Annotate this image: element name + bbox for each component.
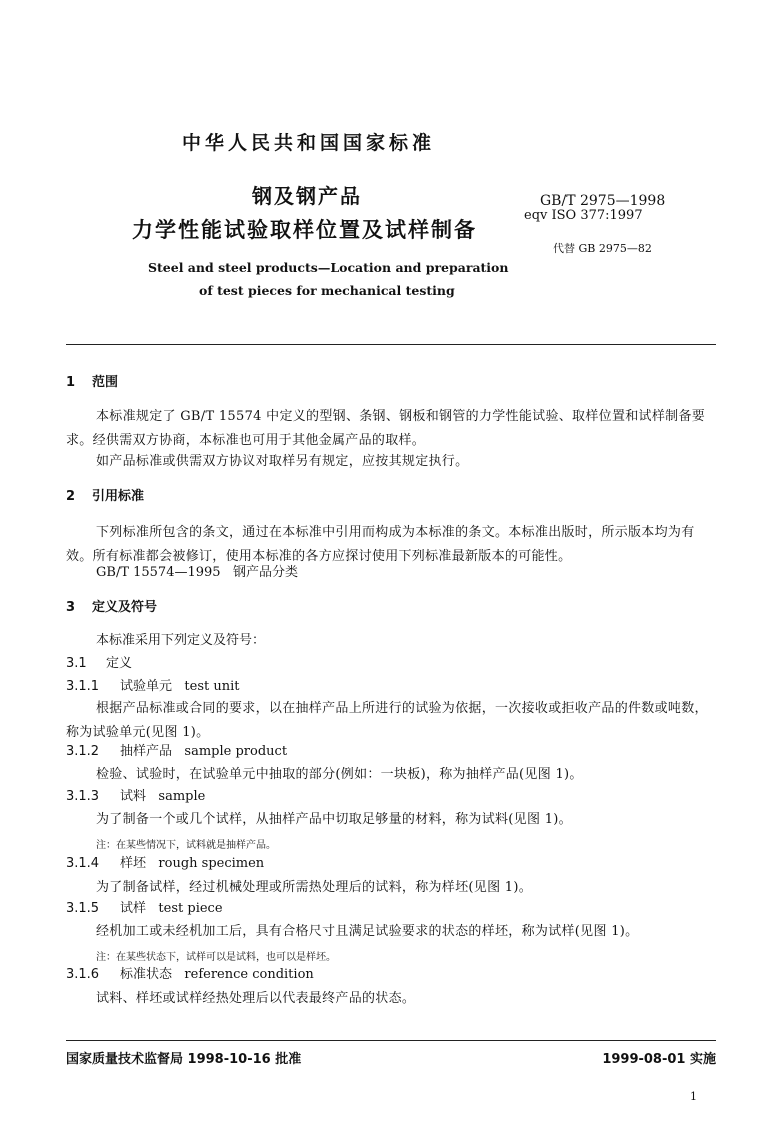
term-cn: 标准状态 [120, 967, 173, 982]
section-number: 1 [66, 375, 76, 390]
top-divider [66, 344, 716, 345]
term-cn: 试样 [120, 901, 147, 916]
definition-number: 3.1.2 [66, 744, 100, 759]
subsection-title: 定义 [106, 656, 133, 671]
approval-line: 国家质量技术监督局 1998-10-16 批准 [66, 1052, 302, 1067]
bottom-divider [66, 1040, 716, 1041]
title-en-line2: of test pieces for mechanical testing [199, 283, 455, 298]
definition-term [66, 741, 287, 763]
section-number: 3 [66, 600, 76, 615]
standard-code: GB/T 2975—1998 [540, 193, 666, 209]
term-cn: 样坯 [120, 856, 147, 871]
title-en-line1: Steel and steel products—Location and preparation [148, 260, 509, 275]
replaces-standard: 代替 GB 2975—82 [553, 242, 652, 255]
section-3-heading [66, 597, 157, 619]
title-cn-line1: 钢及钢产品 [252, 184, 362, 208]
definition-text: 试料、样坯或试样经热处理后以代表最终产品的状态。 [96, 991, 416, 1006]
definition-text: 检验、试验时，在试验单元中抽取的部分(例如：一块板)，称为抽样产品(见图 1)。 [96, 767, 583, 782]
section-1-heading [66, 372, 118, 394]
definition-term [66, 898, 223, 920]
section-title: 引用标准 [92, 489, 145, 504]
reference-code: GB/T 15574—1995 [96, 565, 221, 580]
subsection-3-1-heading [66, 653, 132, 675]
term-en: rough specimen [158, 856, 265, 871]
definition-text: 为了制备一个或几个试样，从抽样产品中切取足够量的材料，称为试料(见图 1)。 [96, 812, 572, 827]
definition-number: 3.1.5 [66, 901, 100, 916]
national-standard-heading: 中华人民共和国国家标准 [182, 132, 436, 154]
definition-term [66, 786, 205, 808]
definition-term [66, 853, 264, 875]
section-title: 定义及符号 [92, 600, 158, 615]
definition-number: 3.1.6 [66, 967, 100, 982]
definition-number: 3.1.1 [66, 679, 100, 694]
subsection-number: 3.1 [66, 656, 87, 671]
title-cn-line2: 力学性能试验取样位置及试样制备 [132, 218, 477, 242]
section-1-paragraph-1: 本标准规定了 GB/T 15574 中定义的型钢、条钢、钢板和钢管的力学性能试验、取样位置和试样制备要求。经供需双方协商，本标准也可用于其他金属产品的取样。 [66, 409, 706, 448]
term-en: reference condition [184, 967, 314, 982]
definition-text: 根据产品标准或合同的要求，以在抽样产品上所进行的试验为依据，一次接收或拒收产品的件数或吨数，称为试验单元(见图 1)。 [66, 701, 708, 740]
definition-note: 注：在某些情况下，试料就是抽样产品。 [96, 840, 276, 851]
definition-term [66, 964, 314, 986]
term-cn: 试料 [120, 789, 147, 804]
effective-date: 1999-08-01 实施 [602, 1052, 716, 1067]
term-en: test piece [158, 901, 223, 916]
equivalent-standard: eqv ISO 377:1997 [524, 208, 643, 223]
section-2-heading [66, 486, 144, 508]
term-cn: 抽样产品 [120, 744, 173, 759]
definition-term [66, 676, 240, 698]
term-en: sample [158, 789, 206, 804]
definition-number: 3.1.4 [66, 856, 100, 871]
term-en: test unit [184, 679, 240, 694]
section-2-paragraph-1: 下列标准所包含的条文，通过在本标准中引用而构成为本标准的条文。本标准出版时，所示版本均为有效。所有标准都会被修订，使用本标准的各方应探讨使用下列标准最新版本的可能性。 [66, 525, 695, 564]
definition-number: 3.1.3 [66, 789, 100, 804]
page-number: 1 [690, 1090, 697, 1103]
term-en: sample product [184, 744, 288, 759]
section-title: 范围 [92, 375, 119, 390]
definition-note: 注：在某些状态下，试样可以是试料，也可以是样坯。 [96, 952, 336, 963]
definition-text: 经机加工或未经机加工后，具有合格尺寸且满足试验要求的状态的样坯，称为试样(见图 1)。 [96, 924, 639, 939]
section-3-intro: 本标准采用下列定义及符号： [96, 633, 266, 648]
reference-standard [96, 562, 298, 584]
section-1-paragraph-2: 如产品标准或供需双方协议对取样另有规定，应按其规定执行。 [96, 454, 469, 469]
section-number: 2 [66, 489, 76, 504]
definition-text: 为了制备试样，经过机械处理或所需热处理后的试料，称为样坯(见图 1)。 [96, 880, 533, 895]
term-cn: 试验单元 [120, 679, 173, 694]
reference-title: 钢产品分类 [232, 565, 298, 580]
